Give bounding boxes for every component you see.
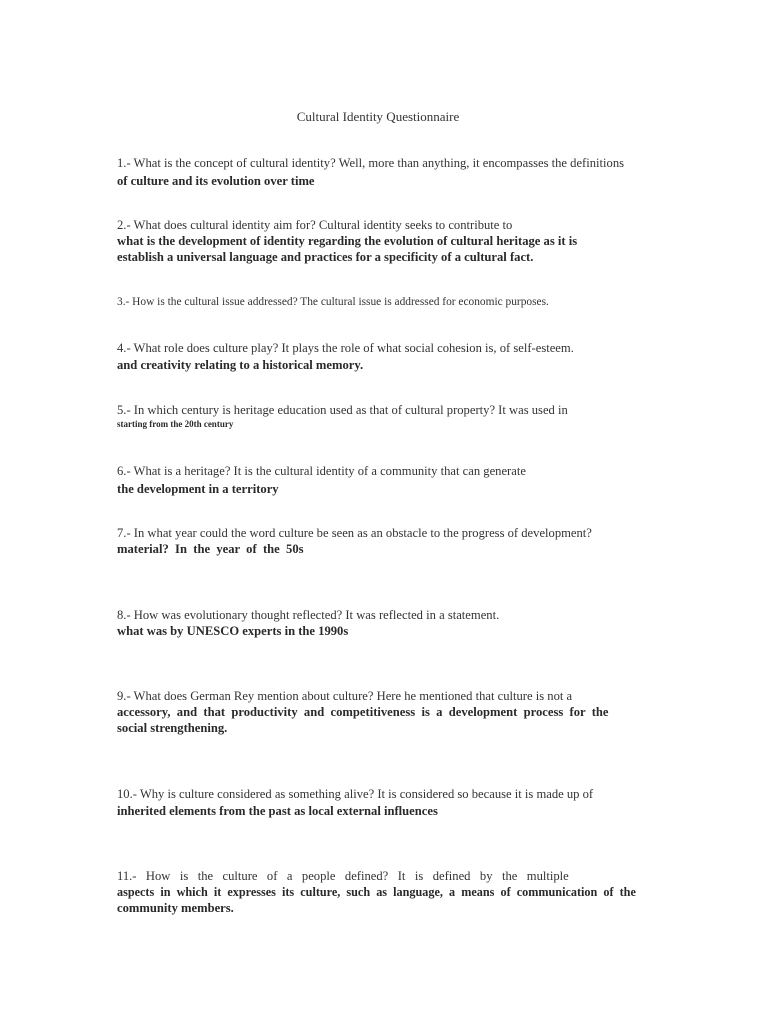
question-text: 11.- How is the culture of a people defined? It is defined by the multiple — [117, 869, 569, 883]
question-text: 8.- How was evolutionary thought reflected? It was reflected in a statement. — [117, 608, 500, 622]
answer-text: the development in a territory — [117, 482, 279, 496]
answer-text: accessory, and that productivity and competitiveness is a development process for the — [117, 705, 609, 719]
question-text: 1.- What is the concept of cultural identity? Well, more than anything, it encompasses the definitions — [117, 156, 625, 170]
question-2 — [117, 217, 717, 265]
answer-text: inherited elements from the past as local external influences — [117, 804, 438, 818]
question-text: 7.- In what year could the word culture be seen as an obstacle to the progress of development? — [117, 526, 592, 540]
question-11 — [117, 868, 717, 916]
question-text: 5.- In which century is heritage education used as that of cultural property? It was used in — [117, 403, 568, 417]
answer-text: of culture and its evolution over time — [117, 174, 315, 188]
question-10 — [117, 786, 717, 819]
answer-text: and creativity relating to a historical memory. — [117, 358, 364, 372]
answer-text: what was by UNESCO experts in the 1990s — [117, 624, 349, 638]
question-6 — [117, 463, 717, 497]
question-text: 3.- How is the cultural issue addressed? The cultural issue is addressed for economic purposes. — [117, 296, 549, 308]
question-text: 10.- Why is culture considered as something alive? It is considered so because it is made up of — [117, 787, 594, 801]
question-text: 6.- What is a heritage? It is the cultural identity of a community that can generate — [117, 464, 526, 478]
question-text: 4.- What role does culture play? It plays the role of what social cohesion is, of self-esteem. — [117, 341, 574, 355]
answer-text: what is the development of identity regarding the evolution of cultural heritage as it is — [117, 234, 578, 248]
answer-text: starting from the 20th century — [117, 419, 234, 429]
question-8 — [117, 607, 717, 639]
question-5 — [117, 402, 717, 431]
question-1 — [117, 155, 717, 189]
question-3 — [117, 294, 717, 310]
answer-text: social strengthening. — [117, 721, 228, 735]
question-text: 2.- What does cultural identity aim for? Cultural identity seeks to contribute to — [117, 218, 513, 232]
answer-text: material? In the year of the 50s — [117, 542, 304, 556]
question-4 — [117, 340, 717, 373]
question-text: 9.- What does German Rey mention about culture? Here he mentioned that culture is not a — [117, 689, 573, 703]
answer-text: establish a universal language and practices for a specificity of a cultural fact. — [117, 250, 534, 264]
question-7 — [117, 525, 717, 557]
answer-text: community members. — [117, 901, 234, 915]
page-title: Cultural Identity Questionnaire — [296, 109, 460, 124]
answer-text: aspects in which it expresses its culture, such as language, a means of communication of the — [117, 885, 636, 899]
question-9 — [117, 688, 717, 736]
